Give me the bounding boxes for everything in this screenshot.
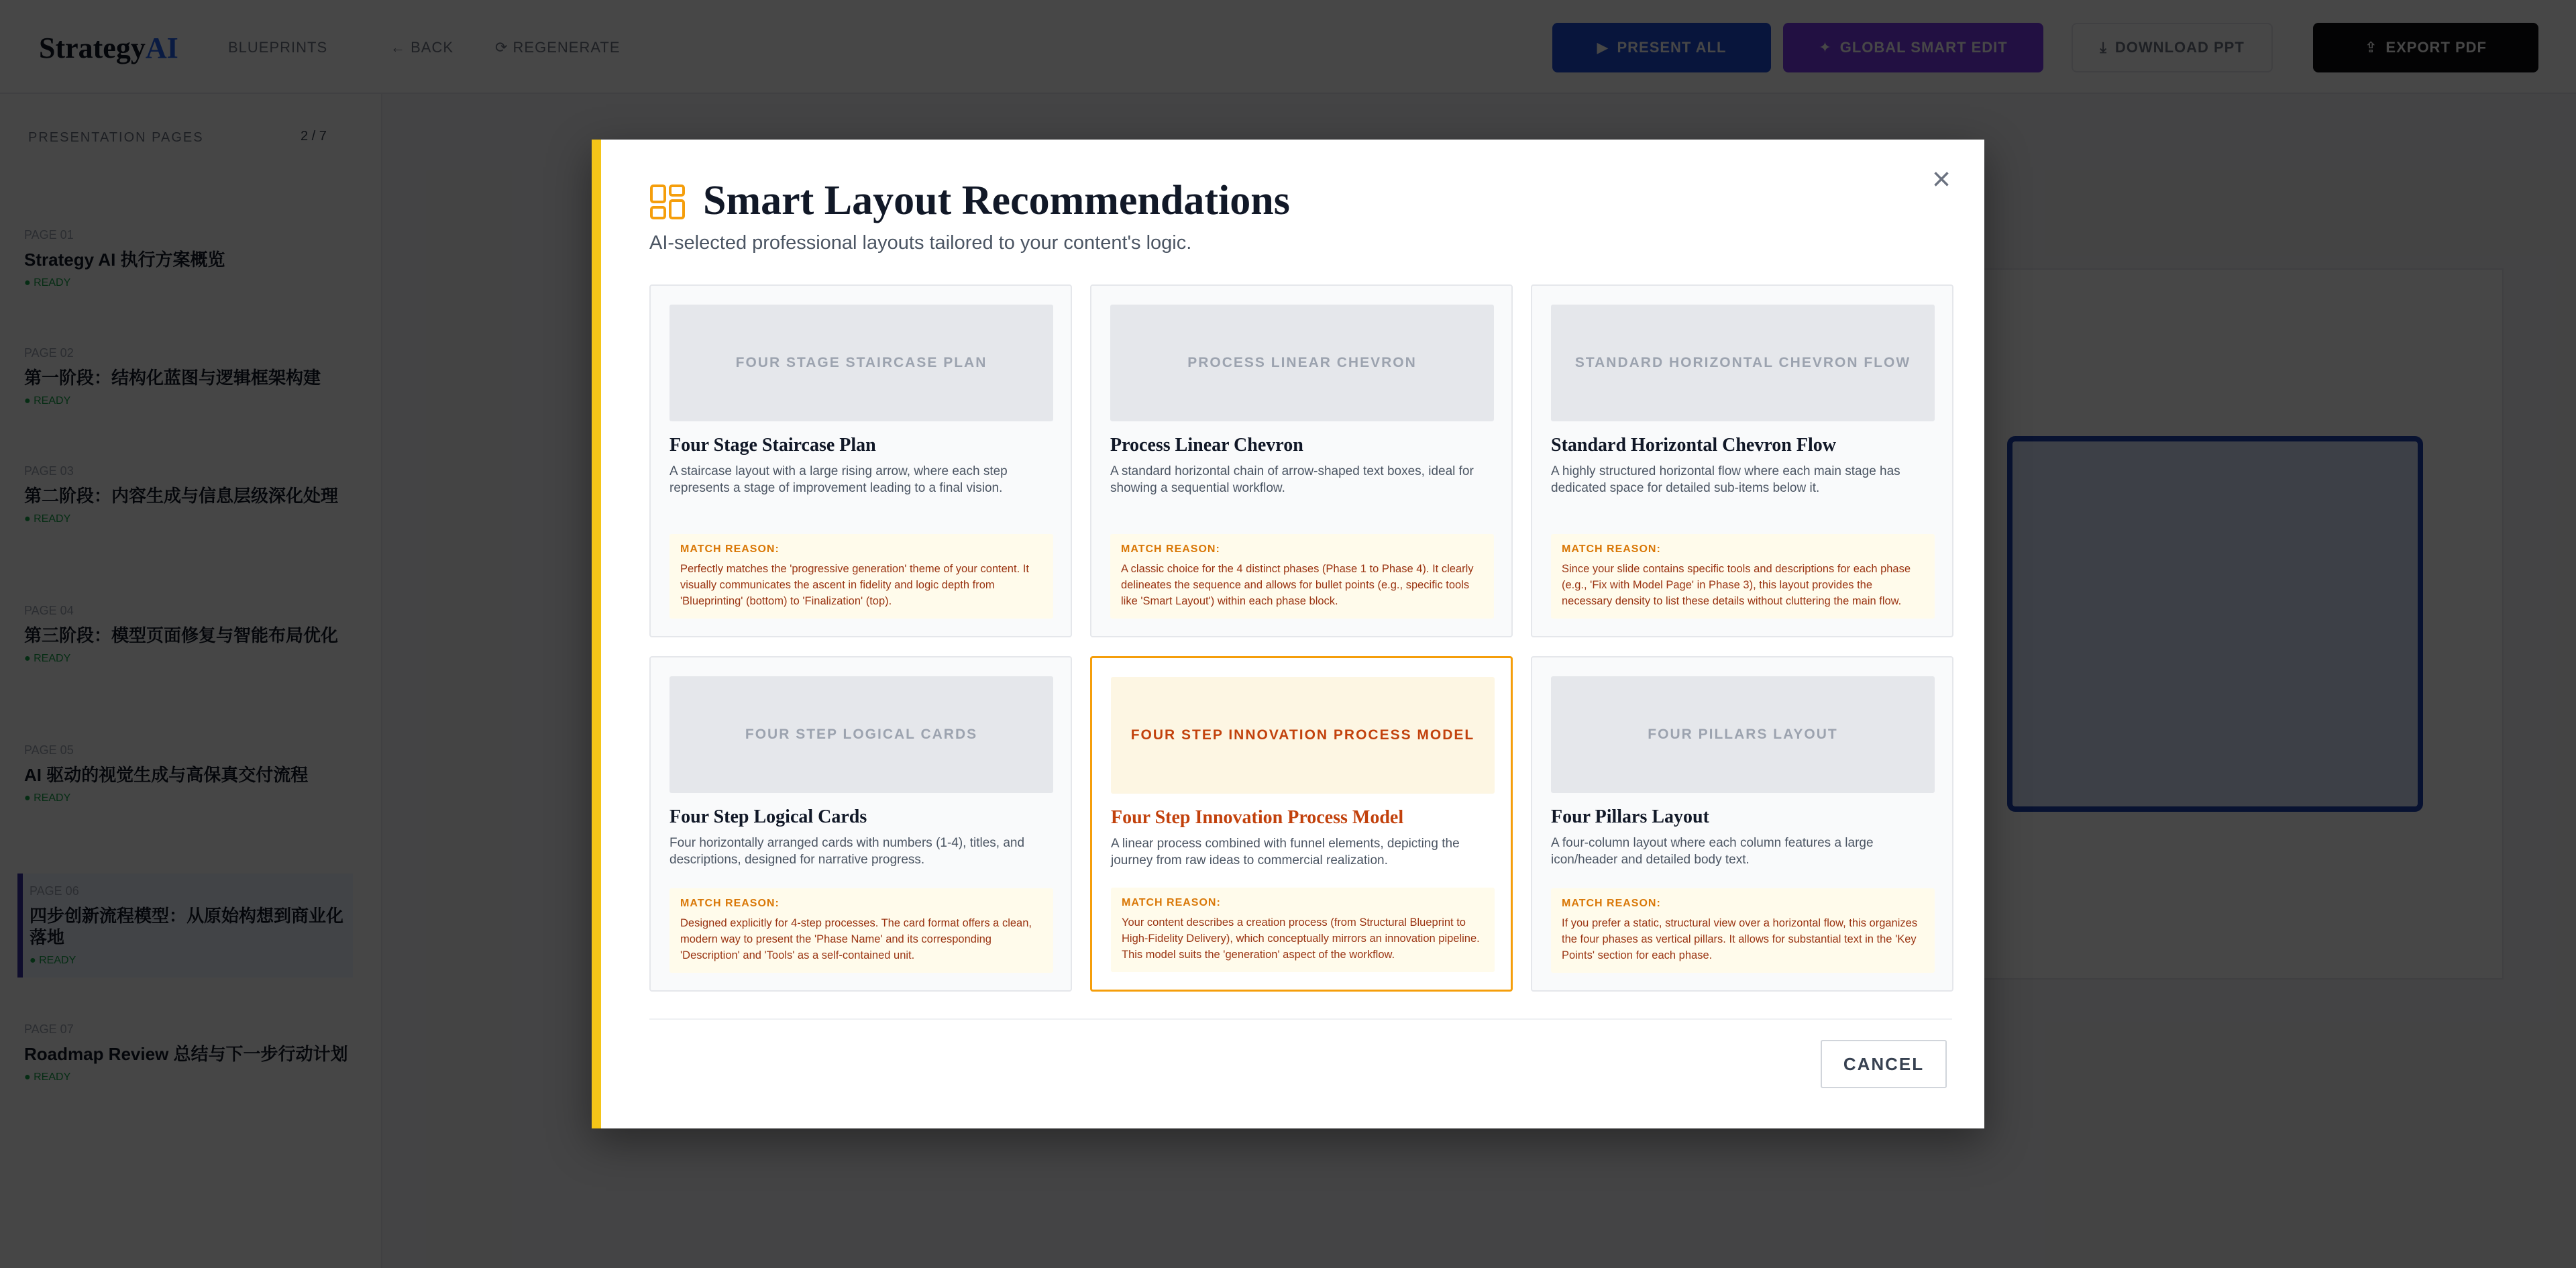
smart-layout-modal xyxy=(592,140,1984,1128)
layout-card-title: Process Linear Chevron xyxy=(1110,435,1303,456)
layout-thumbnail: PROCESS LINEAR CHEVRON xyxy=(1110,305,1494,421)
layout-card-innovation-process-selected[interactable] xyxy=(1090,656,1513,992)
layout-grid-icon xyxy=(649,184,686,220)
layout-card-description: A staircase layout with a large rising arrow, where each step represents a stage of improvement leading to a final vision. xyxy=(669,464,1008,495)
match-reason-label: MATCH REASON: xyxy=(1122,897,1221,908)
layout-card-logical-cards[interactable] xyxy=(649,656,1072,992)
layout-card-title: Four Stage Staircase Plan xyxy=(669,435,876,456)
layout-thumbnail: FOUR PILLARS LAYOUT xyxy=(1551,676,1935,793)
modal-title: Smart Layout Recommendations xyxy=(703,178,1290,223)
modal-subtitle: AI-selected professional layouts tailored to your content's logic. xyxy=(649,232,1192,254)
match-reason-label: MATCH REASON: xyxy=(1562,543,1661,555)
layout-card-description: A four-column layout where each column features a large icon/header and detailed body text. xyxy=(1551,836,1874,867)
cancel-button[interactable]: CANCEL xyxy=(1821,1040,1947,1088)
match-reason-box xyxy=(669,534,1053,619)
layout-card-description: A linear process combined with funnel elements, depicting the journey from raw ideas to commercial realization. xyxy=(1111,837,1460,867)
match-reason-text: Your content describes a creation process (from Structural Blueprint to High-Fidelity Delivery), which conceptually mirrors an innovation pipeline. This model suits the 'generation' aspect of the workflow. xyxy=(1122,916,1480,961)
layout-card-description: A standard horizontal chain of arrow-shaped text boxes, ideal for showing a sequential workflow. xyxy=(1110,464,1474,495)
layout-card-linear-chevron[interactable] xyxy=(1090,284,1513,637)
modal-footer-divider xyxy=(649,1018,1952,1020)
match-reason-box xyxy=(1551,888,1935,973)
layout-thumbnail: STANDARD HORIZONTAL CHEVRON FLOW xyxy=(1551,305,1935,421)
layout-card-description: A highly structured horizontal flow where each main stage has dedicated space for detailed sub-items below it. xyxy=(1551,464,1900,495)
layout-card-staircase[interactable] xyxy=(649,284,1072,637)
layout-card-title: Four Step Innovation Process Model xyxy=(1111,807,1404,828)
match-reason-label: MATCH REASON: xyxy=(680,543,780,555)
match-reason-label: MATCH REASON: xyxy=(1121,543,1220,555)
layout-card-title: Standard Horizontal Chevron Flow xyxy=(1551,435,1836,456)
match-reason-text: Perfectly matches the 'progressive generation' theme of your content. It visually communicates the ascent in fidelity and logic depth from 'Blueprinting' (bottom) to 'Finalization' (top). xyxy=(680,563,1029,607)
layout-thumbnail: FOUR STAGE STAIRCASE PLAN xyxy=(669,305,1053,421)
match-reason-label: MATCH REASON: xyxy=(1562,898,1661,909)
close-icon[interactable]: × xyxy=(1931,162,1951,197)
match-reason-text: If you prefer a static, structural view over a horizontal flow, this organizes the four phases as vertical pillars. It allows for substantial text in the 'Key Points' section for each phase. xyxy=(1562,917,1918,961)
layout-thumbnail: FOUR STEP INNOVATION PROCESS MODEL xyxy=(1111,677,1495,794)
match-reason-text: A classic choice for the 4 distinct phases (Phase 1 to Phase 4). It clearly delineates the sequence and allows for bullet points (e.g., specific tools like 'Smart Layout') within each phase block. xyxy=(1121,563,1474,607)
match-reason-box xyxy=(1110,534,1494,619)
match-reason-box xyxy=(669,888,1053,973)
match-reason-box xyxy=(1111,888,1495,972)
match-reason-label: MATCH REASON: xyxy=(680,898,780,909)
match-reason-text: Since your slide contains specific tools and descriptions for each phase (e.g., 'Fix with Model Page' in Phase 3), this layout provides the necessary density to list these details without cluttering the main flow. xyxy=(1562,563,1911,607)
layout-card-description: Four horizontally arranged cards with numbers (1-4), titles, and descriptions, designed for narrative progress. xyxy=(669,836,1025,867)
layout-card-four-pillars[interactable] xyxy=(1531,656,1953,992)
match-reason-box xyxy=(1551,534,1935,619)
layout-card-title: Four Step Logical Cards xyxy=(669,806,867,827)
layout-card-title: Four Pillars Layout xyxy=(1551,806,1709,827)
match-reason-text: Designed explicitly for 4-step processes. The card format offers a clean, modern way to present the 'Phase Name' and its corresponding 'Description' and 'Tools' as a self-contained unit. xyxy=(680,917,1032,961)
layout-thumbnail: FOUR STEP LOGICAL CARDS xyxy=(669,676,1053,793)
layout-card-horizontal-chevron-flow[interactable] xyxy=(1531,284,1953,637)
